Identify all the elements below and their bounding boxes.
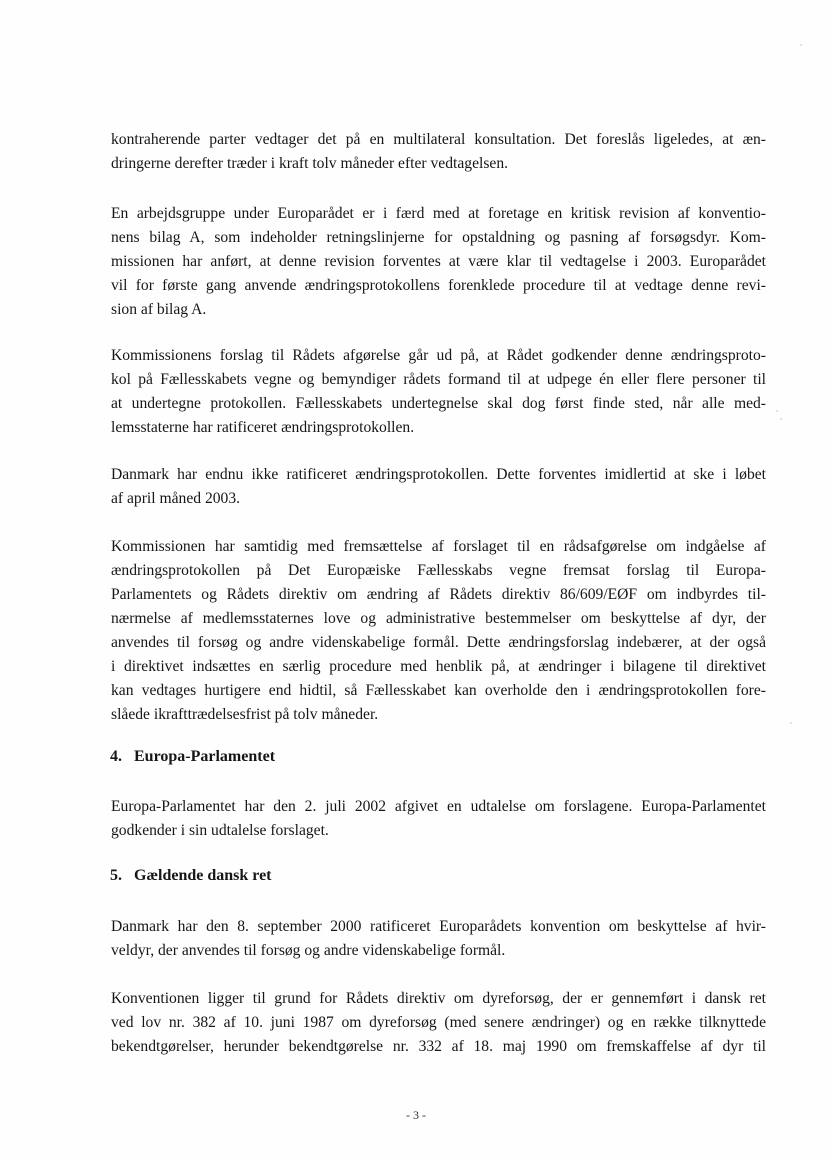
section-heading-5: [110, 867, 272, 885]
section-title: Gældende dansk ret: [134, 867, 272, 884]
text-line: Europa-Parlamentet har den 2. juli 2002 afgivet en udtalelse om forslagene. Europa-Parlamentet: [111, 798, 766, 815]
scan-speck: [780, 418, 782, 420]
scan-speck: [776, 410, 778, 412]
text-line: kol på Fællesskabets vegne og bemyndiger rådets formand til at udpege én eller flere personer til: [111, 371, 766, 388]
section-number: 4.: [110, 748, 122, 765]
text-line: dringerne derefter træder i kraft tolv måneder efter vedtagelsen.: [111, 155, 509, 172]
text-line: af april måned 2003.: [111, 490, 241, 507]
text-line: slåede ikrafttrædelsesfrist på tolv måneder.: [111, 706, 379, 723]
text-line: veldyr, der anvendes til forsøg og andre videnskabelige formål.: [111, 942, 506, 959]
text-line: godkender i sin udtalelse forslaget.: [111, 822, 329, 839]
text-line: En arbejdsgruppe under Europarådet er i færd med at foretage en kritisk revision af konventio-: [111, 205, 766, 222]
text-line: ændringsprotokollen på Det Europæiske Fællesskabs vegne fremsat forslag til Europa-: [111, 562, 766, 579]
text-line: anvendes til forsøg og andre videnskabelige formål. Dette ændringsforslag indebærer, at der også: [111, 634, 766, 651]
text-line: lemsstaterne har ratificeret ændringsprotokollen.: [111, 419, 415, 436]
text-line: bekendtgørelser, herunder bekendtgørelse nr. 332 af 18. maj 1990 om fremskaffelse af dyr til: [111, 1038, 766, 1055]
text-line: Danmark har den 8. september 2000 ratificeret Europarådets konvention om beskyttelse af hvir-: [111, 918, 766, 935]
text-line: missionen har anført, at denne revision forventes at være klar til vedtagelse i 2003. Europarådet: [111, 253, 766, 270]
text-line: nens bilag A, som indeholder retningslinjerne for opstaldning og pasning af forsøgsdyr. Kom-: [111, 229, 766, 246]
text-line: Parlamentets og Rådets direktiv om ændring af Rådets direktiv 86/609/EØF om indbyrdes til-: [111, 586, 766, 603]
text-line: ved lov nr. 382 af 10. juni 1987 om dyreforsøg (med senere ændringer) og en række tilknyttede: [111, 1014, 766, 1031]
scan-speck: [790, 722, 792, 724]
text-line: nærmelse af medlemsstaternes love og administrative bestemmelser om beskyttelse af dyr, der: [111, 610, 766, 627]
paragraph-working-group: [111, 202, 766, 322]
scan-speck: [800, 44, 802, 46]
text-line: Konventionen ligger til grund for Rådets direktiv om dyreforsøg, der er gennemført i dansk ret: [111, 990, 766, 1007]
section-number: 5.: [110, 867, 122, 884]
text-line: Danmark har endnu ikke ratificeret ændringsprotokollen. Dette forventes imidlertid at ske i løbet: [111, 466, 766, 483]
page-number: - 3 -: [406, 1108, 426, 1122]
paragraph-danish-law: [111, 987, 766, 1059]
paragraph-denmark-ratification: [111, 463, 766, 511]
paragraph-directive-amendment: [111, 535, 766, 727]
paragraph-commission-proposal: [111, 344, 766, 440]
section-title: Europa-Parlamentet: [134, 748, 276, 765]
text-line: kan vedtages hurtigere end hidtil, så Fællesskabet kan overholde den i ændringsprotokollen fore-: [111, 682, 766, 699]
text-line: vil for første gang anvende ændringsprotokollens forenklede procedure til at vedtage denne revi-: [111, 277, 766, 294]
paragraph-continuation: [111, 128, 766, 176]
text-line: sion af bilag A.: [111, 301, 207, 318]
text-line: kontraherende parter vedtager det på en multilateral konsultation. Det foreslås ligeledes, at æn-: [111, 131, 766, 148]
text-line: i direktivet indsættes en særlig procedure med henblik på, at ændringer i bilagene til direktivet: [111, 658, 766, 675]
text-line: Kommissionens forslag til Rådets afgørelse går ud på, at Rådet godkender denne ændringsproto-: [111, 347, 766, 364]
text-line: at undertegne protokollen. Fællesskabets undertegnelse skal dog først finde sted, når alle med-: [111, 395, 766, 412]
section-heading-4: [110, 748, 275, 766]
text-line: Kommissionen har samtidig med fremsættelse af forslaget til en rådsafgørelse om indgåelse af: [111, 538, 766, 555]
paragraph-parliament-opinion: [111, 795, 766, 843]
paragraph-convention-ratified: [111, 915, 766, 963]
